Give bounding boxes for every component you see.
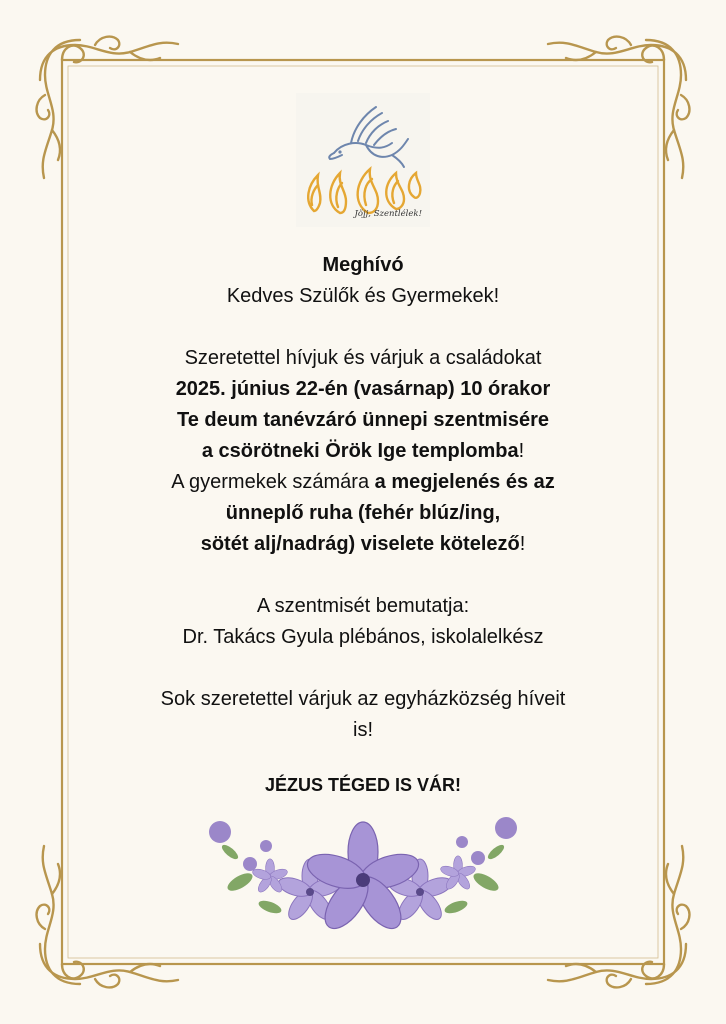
children-bold-3: sötét alj/nadrág) viselete kötelező [200,533,520,555]
place-end: ! [518,440,525,462]
celebrant-name: Dr. Takács Gyula plébános, iskolalelkész [182,626,544,648]
place-line: a csörötneki Örök Ige templomba [201,440,519,462]
title: Meghívó [322,254,404,276]
invitation-text [90,250,636,801]
community-line-2: is! [353,719,373,741]
purple-flowers-icon [200,812,526,942]
closing-line: JÉZUS TÉGED IS VÁR! [264,775,462,795]
children-paragraph-1 [90,467,636,498]
event-line: Te deum tanévzáró ünnepi szentmisére [177,409,549,431]
children-bold-1: a megjelenés és az [374,471,555,493]
invite-line: Szeretettel hívjuk és várjuk a családokat [184,347,542,369]
holy-spirit-logo [296,93,430,227]
dove-and-flames-icon [296,93,430,227]
children-end: ! [519,533,526,555]
children-paragraph-3 [90,529,636,560]
greeting: Kedves Szülők és Gyermekek! [226,285,500,307]
logo-caption: Jöjj, Szentlélek! [354,209,422,219]
community-line-1: Sok szeretettel várjuk az egyházközség híveit [160,688,566,710]
date-line: 2025. június 22-én (vasárnap) 10 órakor [175,378,551,400]
children-bold-2: ünneplő ruha (fehér blúz/ing, [225,502,501,524]
place-paragraph [90,436,636,467]
children-prefix: A gyermekek számára [171,471,375,493]
celebrant-label: A szentmisét bemutatja: [256,595,470,617]
